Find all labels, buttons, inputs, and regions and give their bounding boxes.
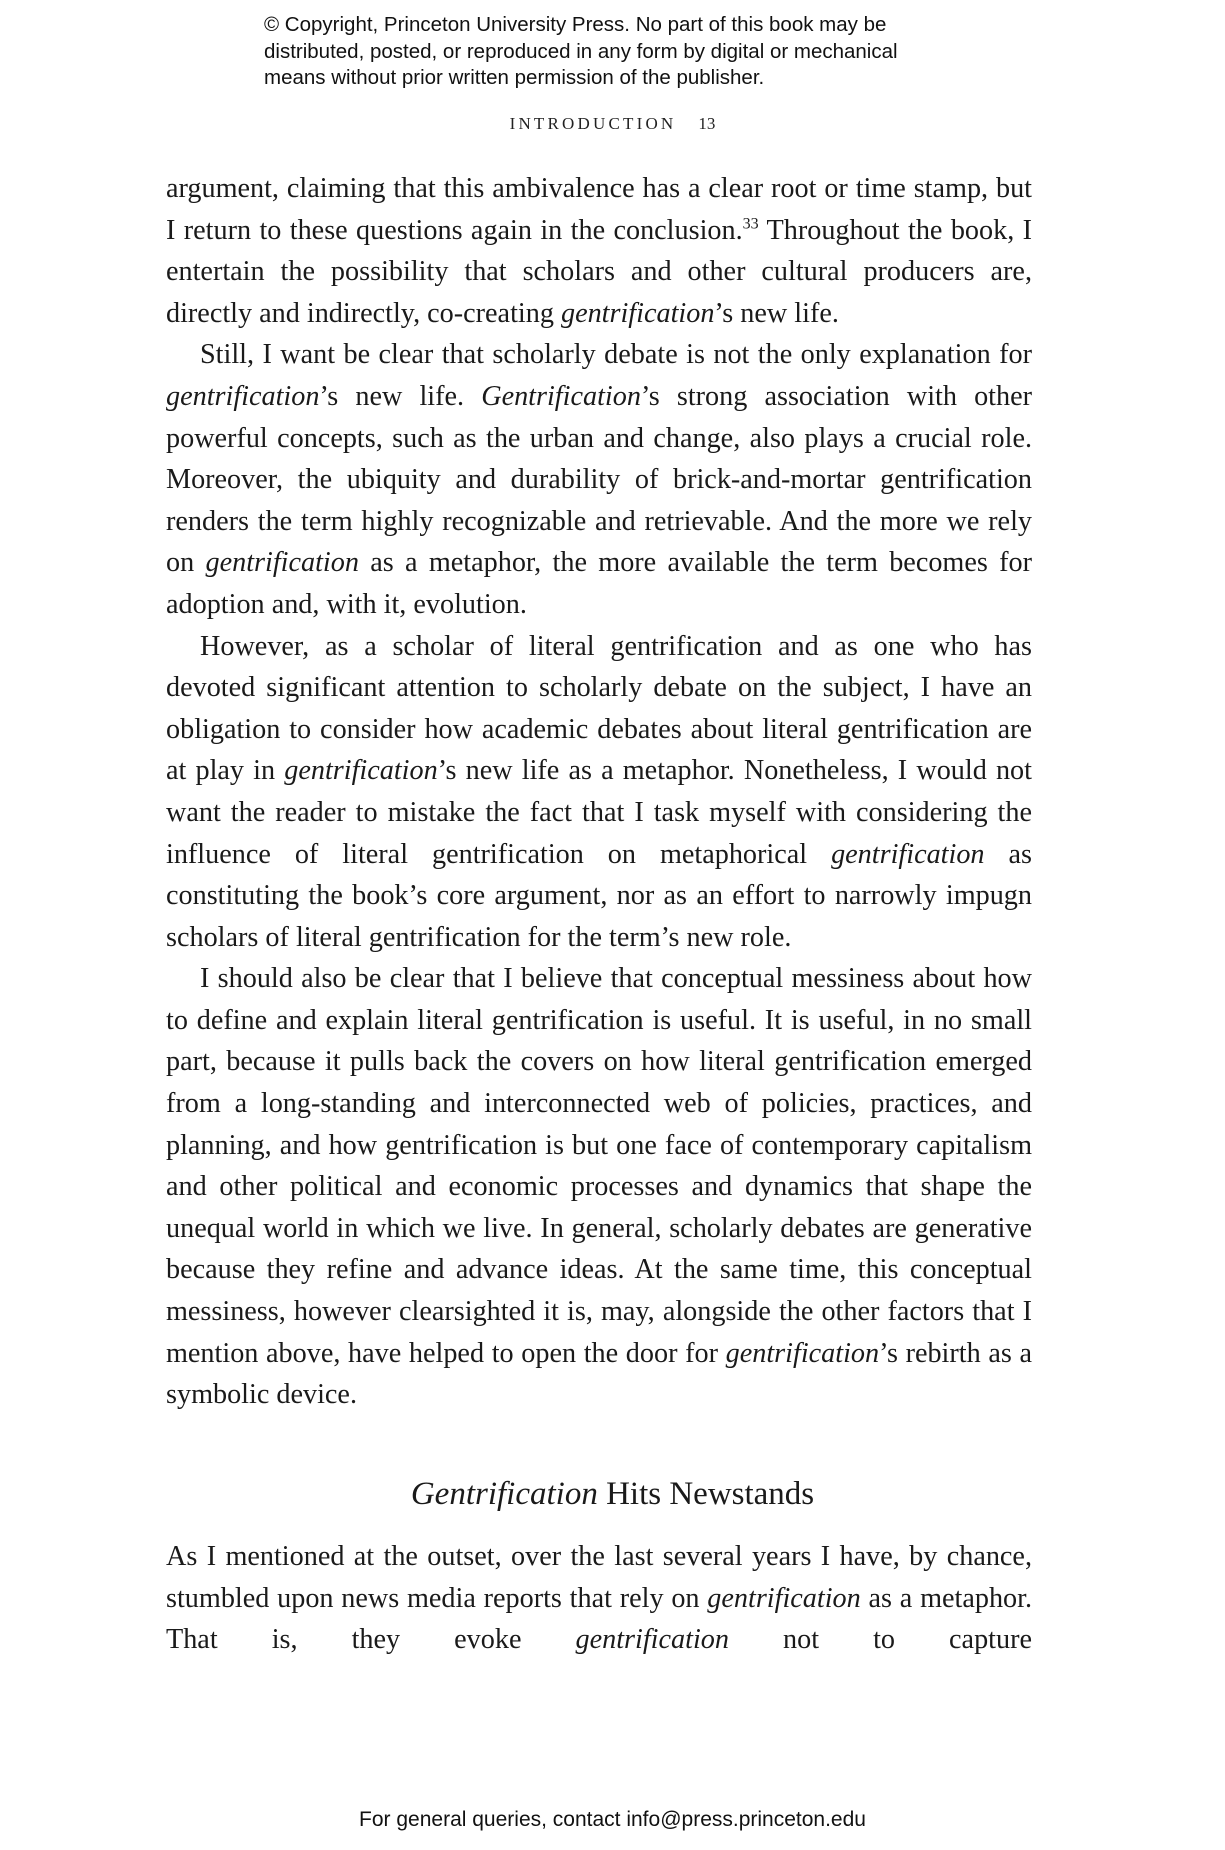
text-run: However, as a scholar of literal gentrification and as one who has devoted significant attention to scholarly debate on the subject, I have an obligation to consider how academic debates about literal gentrification are at play in (166, 630, 1032, 787)
copyright-line: distributed, posted, or reproduced in any form by digital or mechanical (264, 39, 898, 63)
text-run: ’s new life. (319, 380, 482, 412)
paragraph (166, 958, 1032, 1416)
running-head-title: INTRODUCTION (509, 114, 677, 133)
italic-term: Gentrification (481, 380, 641, 412)
text-run: Still, I want be clear that scholarly debate is not the only explanation for (200, 339, 1032, 371)
page-number: 13 (698, 114, 716, 133)
text-run: I should also be clear that I believe that conceptual messiness about how to define and explain literal gentrification is useful. It is useful, in no small part, because it pulls back the covers on how literal gentrification emerged from a long-standing and interconnected web of policies, practices, and planning, and how gentrification is but one face of contemporary capitalism and other political and economic processes and dynamics that shape the unequal world in which we live. In general, scholarly debates are generative because they refine and advance ideas. At the same time, this conceptual messiness, however clearsighted it is, may, alongside the other factors that I mention above, have helped to open the door for (166, 963, 1032, 1369)
text-run: ’s new life as a metaphor. Nonetheless, I would not want the reader to mistake the fact that I task myself with considering the influence of literal gentrification on metaphorical (166, 755, 1032, 870)
section-heading (0, 1474, 1225, 1514)
italic-term: gentrification (205, 547, 359, 579)
copyright-notice (264, 12, 1024, 92)
text-run: As I mentioned at the outset, over the last several years I have, by chance, stumbled upon news media reports that rely on (166, 1541, 1032, 1614)
text-run: argument, claiming that this ambivalence has a clear root or time stamp, but I return to these questions again in the conclusion. (166, 173, 1032, 246)
section-heading-text: Hits Newstands (597, 1476, 815, 1512)
italic-term: gentrification (284, 755, 438, 787)
running-head (0, 114, 1225, 134)
footer-contact: For general queries, contact info@press.princeton.edu (359, 1808, 866, 1831)
italic-term: gentrification (725, 1337, 880, 1369)
italic-term: gentrification (707, 1582, 861, 1614)
text-run: not to capture (728, 1624, 1032, 1656)
section-heading-italic: Gentrification (410, 1476, 598, 1512)
body-text (166, 168, 1032, 1416)
section-body (166, 1536, 1032, 1661)
copyright-line: means without prior written permission of the publisher. (264, 66, 765, 89)
paragraph (166, 626, 1032, 959)
italic-term: gentrification (831, 838, 985, 870)
italic-term: gentrification (560, 297, 715, 329)
footnote-reference: 33 (742, 215, 759, 233)
text-run: ’s strong association with other powerful concepts, such as the urban and change, also plays a crucial role. Moreover, the ubiquity and durability of brick-and-mortar gentrification renders the term highly recognizable and retrievable. And the more we rely on (166, 380, 1033, 579)
copyright-line: © Copyright, Princeton University Press. No part of this book may be (264, 13, 887, 36)
text-run: as a metaphor, the more available the term becomes for adoption and, with it, evolution. (166, 547, 1032, 620)
paragraph (166, 334, 1032, 625)
italic-term: gentrification (575, 1624, 729, 1656)
italic-term: gentrification (166, 380, 320, 412)
text-run: ’s new life. (714, 297, 839, 329)
text-run: as constituting the book’s core argument, nor as an effort to narrowly impugn scholars of literal gentrification for the term’s new role. (166, 838, 1032, 953)
paragraph (166, 168, 1032, 334)
text-run: as a metaphor. That is, they evoke (166, 1582, 1033, 1656)
text-run: Throughout the book, I entertain the possibility that scholars and other cultural producers are, directly and indirectly, co-creating (166, 214, 1033, 329)
text-run: ’s rebirth as a symbolic device. (166, 1337, 1032, 1411)
paragraph (166, 1536, 1032, 1661)
